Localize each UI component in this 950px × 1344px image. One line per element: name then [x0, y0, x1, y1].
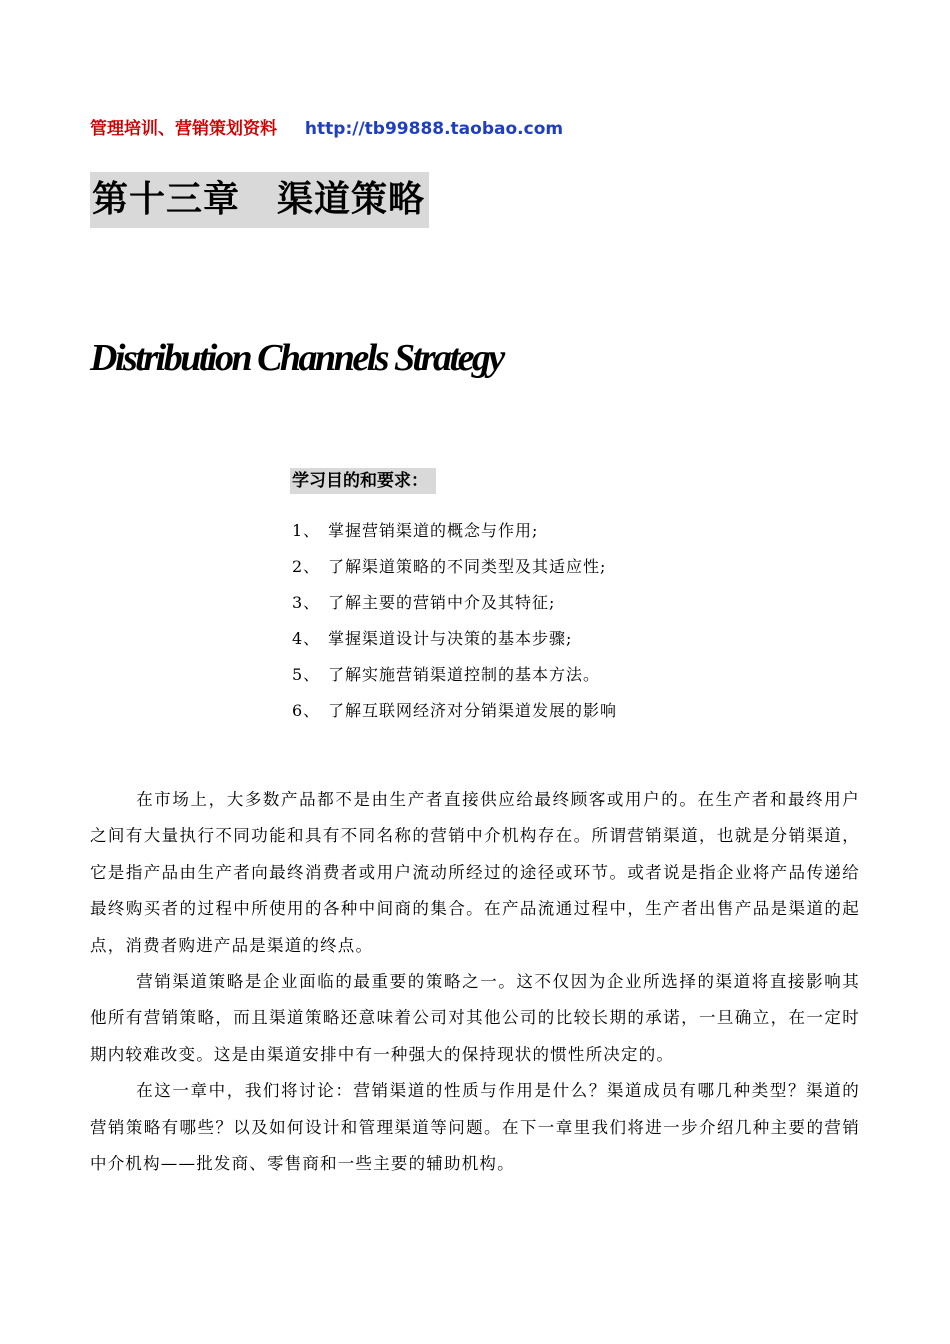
body-paragraph: 在这一章中，我们将讨论：营销渠道的性质与作用是什么？渠道成员有哪几种类型？渠道的营销策略有哪些？以及如何设计和管理渠道等问题。在下一章里我们将进一步介绍几种主要的营销中介机构——批发商、零售商和一些主要的辅助机构。	[90, 1081, 860, 1174]
objective-number: 1、	[292, 521, 321, 540]
objective-text: 了解互联网经济对分销渠道发展的影响	[328, 701, 618, 720]
objective-text: 掌握渠道设计与决策的基本步骤;	[328, 629, 573, 648]
header-title: 管理培训、营销策划资料	[90, 119, 277, 139]
body-paragraph: 在市场上，大多数产品都不是由生产者直接供应给最终顾客或用户的。在生产者和最终用户之间有大量执行不同功能和具有不同名称的营销中介机构存在。所谓营销渠道，也就是分销渠道，它是指产品由生产者向最终消费者或用户流动所经过的途径或环节。或者说是指企业将产品传递给最终购买者的过程中所使用的各种中间商的集合。在产品流通过程中，生产者出售产品是渠道的起点，消费者购进产品是渠道的终点。	[90, 790, 860, 955]
objective-text: 了解实施营销渠道控制的基本方法。	[328, 665, 601, 684]
objective-item	[292, 554, 617, 590]
objective-item	[292, 698, 617, 734]
body-text	[90, 782, 860, 1182]
objective-item	[292, 626, 617, 662]
header-line	[90, 114, 563, 139]
objectives-list	[292, 518, 617, 734]
objective-text: 掌握营销渠道的概念与作用;	[328, 521, 539, 540]
objective-item	[292, 662, 617, 698]
objective-item	[292, 590, 617, 626]
objective-item	[292, 518, 617, 554]
objective-number: 6、	[292, 701, 321, 720]
objective-number: 5、	[292, 665, 321, 684]
chapter-title: 第十三章 渠道策略	[90, 172, 429, 228]
objective-number: 4、	[292, 629, 321, 648]
objectives-heading: 学习目的和要求：	[290, 468, 436, 494]
chapter-title-en: Distribution Channels Strategy	[90, 337, 503, 379]
body-paragraph: 营销渠道策略是企业面临的最重要的策略之一。这不仅因为企业所选择的渠道将直接影响其他所有营销策略，而且渠道策略还意味着公司对其他公司的比较长期的承诺，一旦确立，在一定时期内较难改变。这是由渠道安排中有一种强大的保持现状的惯性所决定的。	[90, 972, 860, 1064]
objective-text: 了解主要的营销中介及其特征;	[328, 593, 556, 612]
objective-text: 了解渠道策略的不同类型及其适应性;	[328, 557, 607, 576]
objective-number: 2、	[292, 557, 321, 576]
header-url-link[interactable]: http://tb99888.taobao.com	[304, 119, 564, 139]
objective-number: 3、	[292, 593, 321, 612]
